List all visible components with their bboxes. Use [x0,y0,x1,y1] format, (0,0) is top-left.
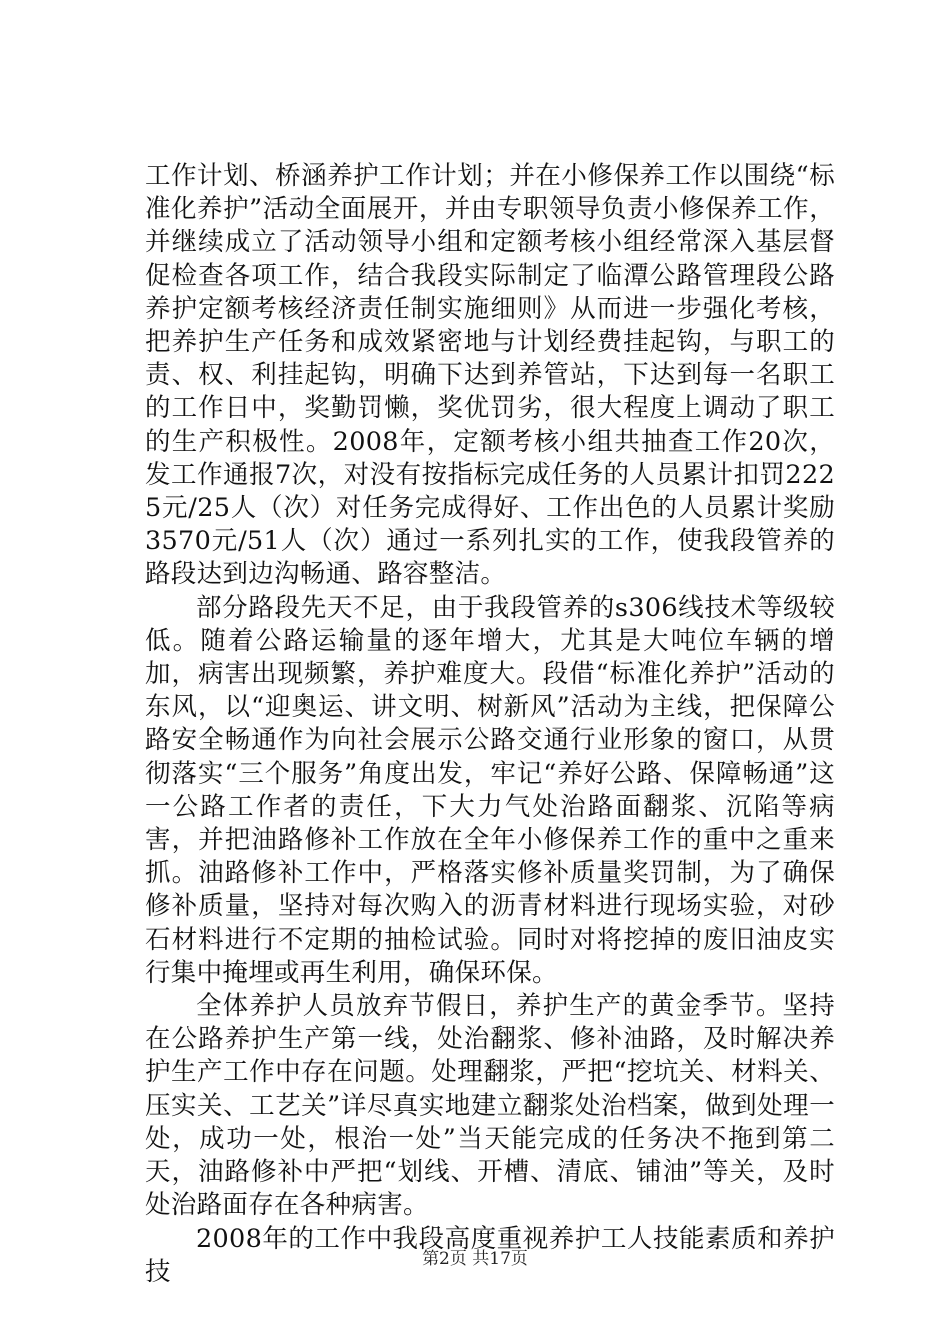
paragraph-4: 2008年的工作中我段高度重视养护工人技能素质和养护技 [145,1223,835,1287]
paragraph-1: 工作计划、桥涵养护工作计划；并在小修保养工作以围绕“标准化养护”活动全面展开，并由专职领导负责小修保养工作，并继续成立了活动领导小组和定额考核小组经常深入基层督促检查各项工作，结合我段实际制定了临潭公路管理段公路养护定额考核经济责任制实施细则》从而进一步强化考核，把养护生产任务和成效紧密地与计划经费挂起钩，与职工的责、权、利挂起钩，明确下达到养管站，下达到每一名职工的工作日中，奖勤罚懒，奖优罚劣，很大程度上调动了职工的生产积极性。2008年，定额考核小组共抽查工作20次，发工作通报7次，对没有按指标完成任务的人员累计扣罚2225元/25人（次）对任务完成得好、工作出色的人员累计奖励3570元/51人（次）通过一系列扎实的工作，使我段管养的路段达到边沟畅通、路容整洁。 [145,161,835,590]
document-body [145,160,835,1289]
page-number-footer: 第2页 共17页 [422,1249,528,1269]
paragraph-2: 部分路段先天不足，由于我段管养的s306线技术等级较低。随着公路运输量的逐年增大，尤其是大吨位车辆的增加，病害出现频繁，养护难度大。段借“标准化养护”活动的东风，以“迎奥运、讲文明、树新风”活动为主线，把保障公路安全畅通作为向社会展示公路交通行业形象的窗口，从贯彻落实“三个服务”角度出发，牢记“养好公路、保障畅通”这一公路工作者的责任，下大力气处治路面翻浆、沉陷等病害，并把油路修补工作放在全年小修保养工作的重中之重来抓。油路修补工作中，严格落实修补质量奖罚制，为了确保修补质量，坚持对每次购入的沥青材料进行现场实验，对砂石材料进行不定期的抽检试验。同时对将挖掉的废旧油皮实行集中掩埋或再生利用，确保环保。 [145,592,835,988]
paragraph-3: 全体养护人员放弃节假日，养护生产的黄金季节。坚持在公路养护生产第一线，处治翻浆、修补油路，及时解决养护生产工作中存在问题。处理翻浆，严把“挖坑关、材料关、压实关、工艺关”详尽真实地建立翻浆处治档案，做到处理一处，成功一处，根治一处”当天能完成的任务决不拖到第二天，油路修补中严把“划线、开槽、清底、铺油”等关，及时处治路面存在各种病害。 [145,991,835,1221]
